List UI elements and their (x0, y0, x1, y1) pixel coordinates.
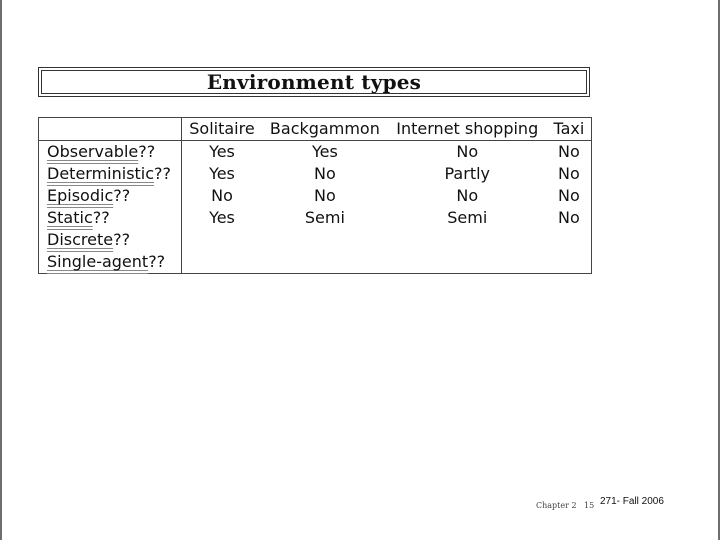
table-cell (262, 229, 388, 251)
table-cell: No (557, 142, 580, 161)
property-link[interactable]: Observable (47, 142, 139, 161)
corner-cell (39, 118, 182, 141)
row-header (39, 141, 182, 164)
column-header: Backgammon (262, 118, 388, 141)
row-header (39, 185, 182, 207)
title-inner-frame (41, 70, 587, 94)
table-cell (182, 251, 262, 274)
table-cell: Semi (304, 208, 345, 227)
table-row (39, 141, 592, 164)
table-cell: No (557, 186, 580, 205)
column-header: Taxi (547, 118, 592, 141)
table-header-row (39, 118, 592, 141)
property-link[interactable]: Static (47, 208, 93, 227)
title-box (38, 67, 590, 97)
table-row (39, 185, 592, 207)
table-cell (388, 229, 547, 251)
table-cell: Yes (209, 142, 235, 161)
property-link[interactable]: Deterministic (47, 164, 155, 183)
table-cell: No (456, 186, 479, 205)
table-cell: Yes (209, 208, 235, 227)
question-marks: ?? (148, 252, 166, 271)
slide-left-border (0, 0, 2, 540)
row-header (39, 163, 182, 185)
table-cell: Semi (447, 208, 488, 227)
property-link[interactable]: Episodic (47, 186, 114, 205)
column-header: Internet shopping (388, 118, 547, 141)
table-cell: Partly (444, 164, 490, 183)
property-link[interactable]: Discrete (47, 230, 114, 249)
column-header: Solitaire (182, 118, 262, 141)
table-row (39, 207, 592, 229)
footer-course: 271- Fall 2006 (600, 496, 664, 507)
footer-page-number: 15 (584, 501, 595, 510)
table-cell (388, 251, 547, 274)
table-cell (547, 229, 592, 251)
row-header (39, 251, 182, 274)
table-row (39, 251, 592, 274)
question-marks: ?? (92, 208, 110, 227)
property-link[interactable]: Single-agent (47, 252, 149, 271)
table-cell: No (456, 142, 479, 161)
row-header (39, 207, 182, 229)
environment-types-table (38, 117, 592, 274)
question-marks: ?? (113, 230, 131, 249)
table-row (39, 229, 592, 251)
question-marks: ?? (138, 142, 156, 161)
table-cell: Yes (311, 142, 338, 161)
question-marks: ?? (113, 186, 131, 205)
table-cell: No (557, 208, 580, 227)
table-row (39, 163, 592, 185)
table-cell (182, 229, 262, 251)
table-cell: No (557, 164, 580, 183)
question-marks: ?? (154, 164, 172, 183)
table-cell: Yes (209, 164, 235, 183)
slide-title: Environment types (206, 70, 422, 94)
table-cell (547, 251, 592, 274)
table-cell: No (211, 186, 233, 205)
table-cell (262, 251, 388, 274)
table-cell: No (313, 186, 336, 205)
footer-chapter: Chapter 2 (536, 501, 577, 510)
table-cell: No (313, 164, 336, 183)
row-header (39, 229, 182, 251)
